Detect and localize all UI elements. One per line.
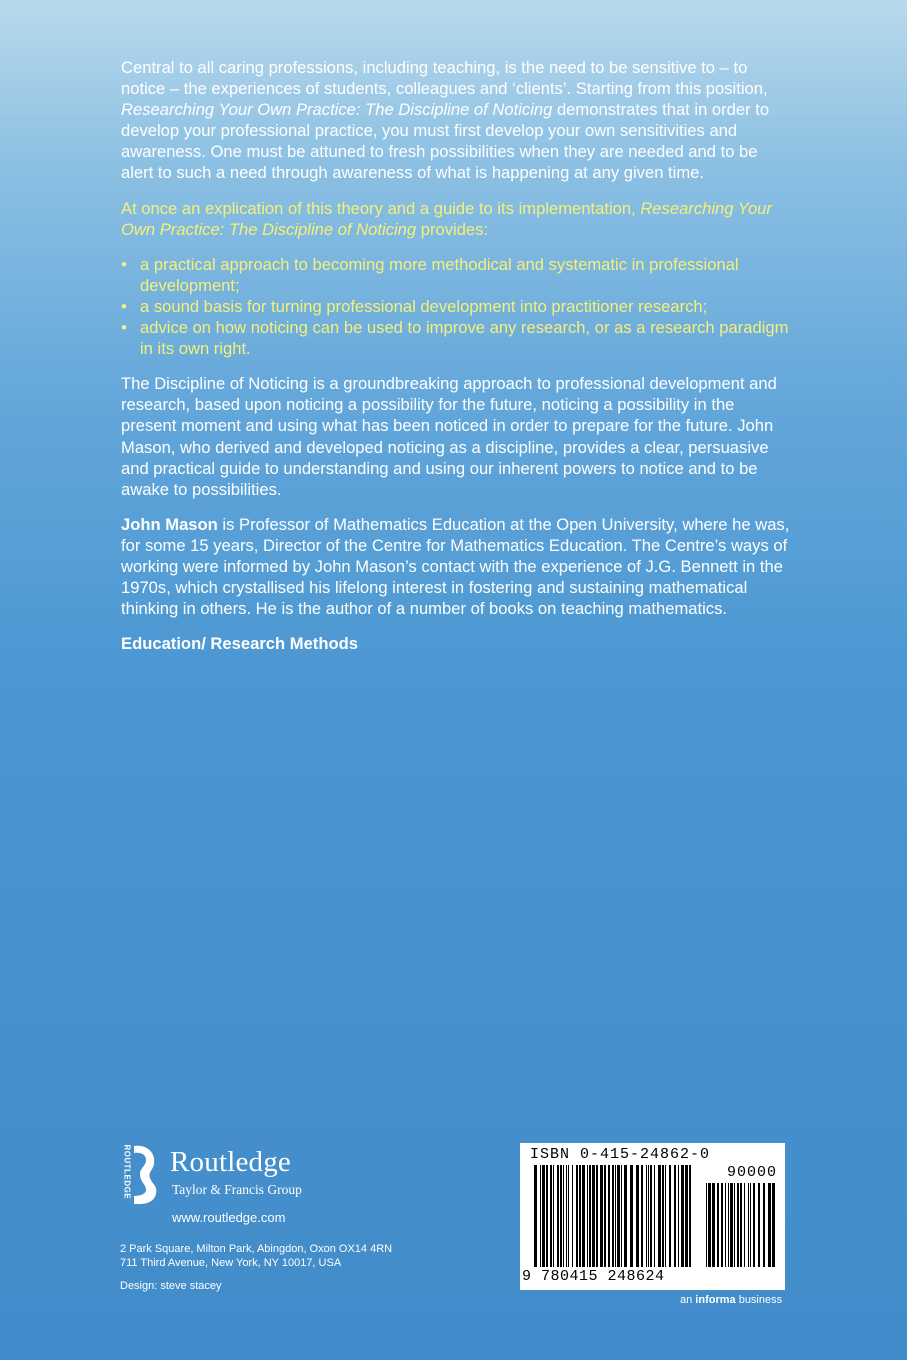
discipline-paragraph: The Discipline of Noticing is a groundbreaking approach to professional development and research, based upon noticing a possibility for the future, noticing a possibility in the present moment and using what has been noticed in order to prepare for the future. John Mason, who derived and developed noticing as a discipline, provides a clear, persuasive and practical guide to understanding and using our inherent powers to notice and to be awake to possibilities. — [121, 374, 777, 499]
barcode-bar — [662, 1165, 664, 1267]
addon-barcode-bars — [706, 1183, 776, 1267]
routledge-logo — [120, 1140, 500, 1206]
barcode-bar — [566, 1165, 567, 1267]
price-code: 90000 — [726, 1164, 777, 1181]
barcode-bar — [546, 1165, 548, 1267]
barcode-bar — [678, 1165, 679, 1267]
barcode-bar — [641, 1165, 643, 1267]
barcode-bar — [748, 1183, 749, 1267]
barcode-bar — [589, 1165, 591, 1267]
barcode-bar — [624, 1165, 627, 1267]
barcode-bar — [542, 1165, 545, 1267]
barcode-bar — [615, 1165, 616, 1267]
author-name: John Mason — [121, 514, 218, 534]
barcode-bar — [596, 1165, 598, 1267]
list-item: • advice on how noticing can be used to improve any research, or as a research paradigm in its own right. — [121, 318, 789, 359]
barcode-bar — [592, 1165, 595, 1267]
publisher-website[interactable]: www.routledge.com — [172, 1210, 286, 1225]
isbn-number: ISBN 0-415-24862-0 — [530, 1146, 711, 1163]
barcode-bar — [717, 1183, 719, 1267]
barcode-bar — [604, 1165, 606, 1267]
barcode-bar — [617, 1165, 620, 1267]
back-cover-text — [121, 57, 791, 668]
publisher-address: 2 Park Square, Milton Park, Abingdon, Oxon OX14 4RN 711 Third Avenue, New York, NY 10017, USA — [120, 1243, 393, 1269]
barcode-bar — [674, 1165, 676, 1267]
barcode-bar — [730, 1183, 733, 1267]
barcode-bar — [665, 1165, 666, 1267]
barcode-bar — [740, 1183, 742, 1267]
barcode-bar — [579, 1165, 581, 1267]
list-item: • a sound basis for turning professional development into practitioner research; — [121, 296, 708, 316]
barcode-bar — [772, 1183, 775, 1267]
barcode-bar — [689, 1165, 691, 1267]
barcode-bar — [658, 1165, 661, 1267]
barcode-bar — [768, 1183, 771, 1267]
publisher-block — [120, 1140, 500, 1292]
bullet-icon: • — [121, 254, 127, 274]
routledge-vertical-text: ROUTLEDGE — [122, 1144, 132, 1200]
barcode-bar — [669, 1165, 671, 1267]
barcode-bar — [560, 1165, 562, 1267]
ean-barcode-bars — [534, 1165, 694, 1267]
barcode-bar — [612, 1165, 614, 1267]
barcode-bar — [763, 1183, 765, 1267]
barcode-bar — [750, 1183, 751, 1267]
feature-list — [121, 254, 791, 359]
barcode-bar — [646, 1165, 647, 1267]
barcode-bar — [630, 1165, 633, 1267]
informa-tagline: an informa business — [680, 1294, 783, 1306]
barcode-bar — [636, 1165, 639, 1267]
publisher-name: Routledge — [170, 1146, 292, 1178]
list-item: • a practical approach to becoming more methodical and systematic in professional development; — [121, 254, 739, 295]
barcode-bar — [576, 1165, 578, 1267]
barcode-bar — [753, 1183, 755, 1267]
barcode-bar — [534, 1165, 537, 1267]
barcode-bar — [758, 1183, 760, 1267]
barcode-bar — [572, 1165, 573, 1267]
author-bio: John Mason is Professor of Mathematics Education at the Open University, where he was, for some 15 years, Director of the Centre for Mathematics Education. The Centre’s ways of working were informed by John Mason’s contact with the experience of J.G. Bennett in the 1970s, which crystallised his lifelong interest in fostering and sustaining mathematical thinking in others. He is the author of a number of books on teaching mathematics. — [121, 514, 790, 619]
barcode-bar — [568, 1165, 569, 1267]
barcode-bar — [712, 1183, 715, 1267]
informa-brand: informa — [695, 1294, 736, 1306]
barcode-bar — [737, 1183, 739, 1267]
barcode-bar — [621, 1165, 622, 1267]
barcode-bar — [582, 1165, 585, 1267]
subject-category: Education/ Research Methods — [121, 634, 358, 654]
barcode-bar — [654, 1165, 655, 1267]
barcode-bar — [708, 1183, 711, 1267]
barcode-bar — [557, 1165, 559, 1267]
barcode-bar — [650, 1165, 652, 1267]
barcode-bar — [728, 1183, 729, 1267]
book-title: Researching Your Own Practice: The Discipline of Noticing — [121, 100, 553, 120]
bullet-icon: • — [121, 318, 127, 338]
barcode-bar — [600, 1165, 603, 1267]
barcode-bar — [550, 1165, 552, 1267]
barcode-bar — [744, 1183, 745, 1267]
barcode-bar — [648, 1165, 649, 1267]
barcode-bar — [608, 1165, 610, 1267]
barcode-bar — [587, 1165, 588, 1267]
barcode-bar — [540, 1165, 541, 1267]
intro-paragraph: Central to all caring professions, including teaching, is the need to be sensitive to – to notice – the experiences of students, colleagues and ‘clients’. Starting from this position, Researching Your Own Practice: The Discipline of Noticing demonstrates that in order to develop your professional practice, you must first develop your own sensitivities and awareness. One must be attuned to fresh possibilities when they are needed and to be alert to such a need through awareness of what is happening at any given time. — [121, 58, 770, 183]
barcode-bar — [553, 1165, 554, 1267]
highlight-paragraph: At once an explication of this theory and a guide to its implementation, Researching Your Own Practice: The Discipline of Noticing provides: — [121, 198, 772, 239]
bullet-icon: • — [121, 296, 127, 316]
barcode-bar — [734, 1183, 735, 1267]
barcode-bar — [563, 1165, 564, 1267]
publisher-group: Taylor & Francis Group — [172, 1182, 302, 1197]
book-title: Researching Your Own Practice: The Discipline of Noticing — [121, 198, 772, 239]
barcode-bar — [721, 1183, 723, 1267]
isbn-barcode — [520, 1143, 785, 1290]
ean-digits: 9 780415 248624 — [522, 1268, 665, 1285]
barcode-bar — [681, 1165, 684, 1267]
barcode-bar — [725, 1183, 726, 1267]
design-credit: Design: steve stacey — [120, 1280, 222, 1292]
barcode-bar — [706, 1183, 707, 1267]
barcode-bar — [685, 1165, 688, 1267]
